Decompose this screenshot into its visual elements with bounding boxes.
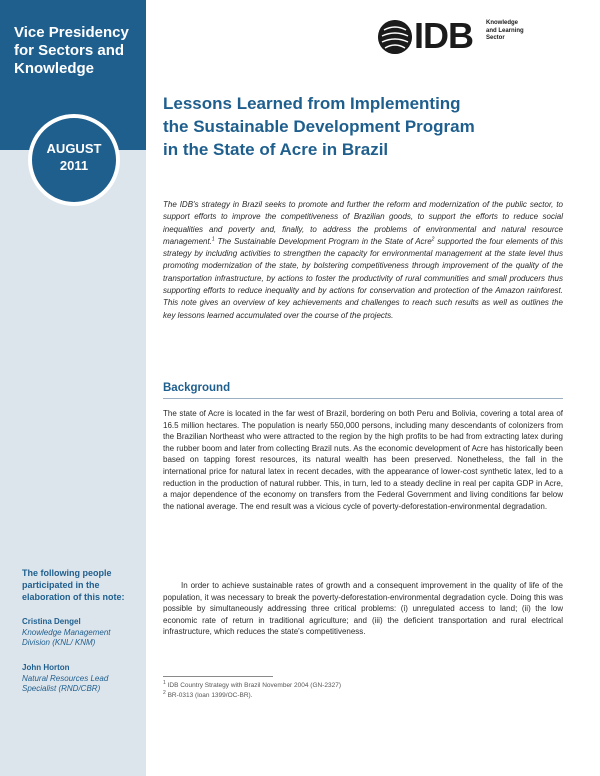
contributor-role: Knowledge Management Division (KNL/ KNM) [22,627,111,647]
contributors-heading: The following people participated in the elaboration of this note: [22,568,125,602]
footnote [163,681,563,690]
contributor [22,663,140,695]
sidebar [0,0,146,776]
body-paragraph: In order to achieve sustainable rates of growth and a consequent improvement in the quality of life of the population, it was necessary to break the poverty-deforestation-environmental degradation cycle. Doing this was possible by simultaneously addressing three critical problems: (i) unregulated access to land; (ii) the low economic rate of return in traditional agriculture; and (iii) the deficient transportation and rural electrical infrastructure, which reduces the state's competitiveness. [163,581,563,637]
vp-line: for Sectors and [14,42,125,59]
footnote-ref: 2 [431,236,435,243]
vice-presidency-label [14,24,142,78]
contributor [22,617,140,649]
date-badge [28,114,120,206]
date-year: 2011 [59,158,89,173]
footnote-number: 1 [163,679,166,686]
background-heading: Background [163,382,231,394]
vp-line: Vice Presidency [14,24,129,41]
footnote [163,691,563,700]
document-title [163,92,563,161]
title-line: the Sustainable Development Program [163,117,475,136]
logo-wordmark: IDB [414,15,473,56]
footnote-text: IDB Country Strategy with Brazil November 2004 (GN-2327) [167,682,341,689]
date-month: AUGUST [46,141,102,156]
contributor-role: Natural Resources Lead Specialist (RND/CBR) [22,673,109,693]
logo-subtitle [486,20,536,43]
logo-subtitle-line: Knowledge [486,20,519,26]
footnote-ref: 1 [211,236,215,243]
contributor-name: Cristina Dengel [22,617,81,626]
contributor-name: John Horton [22,663,70,672]
section-divider [163,398,563,399]
title-line: in the State of Acre in Brazil [163,140,389,159]
globe-icon [378,20,412,54]
logo-subtitle-line: and Learning [486,27,524,34]
footnote-divider [163,676,273,677]
body-paragraph: The state of Acre is located in the far west of Brazil, bordering on both Peru and Bolivia, covering a total area of 16.5 million hectares. The population is nearly 550,000 persons, including many descendants of colonizers from the Brazilian Northeast who were attracted to the region by the high profits to be had from extracting latex during the rubber boom and later from collecting Brazil nuts. As the economic development of Acre has historically been based on tapping forest resources, its natural wealth has been preserved. Nonetheless, the fall in the international price for natural latex in recent decades, with the appearance of lower-cost synthetic latex, led to a reduction in the production of natural rubber. This, in turn, led to a steady decline in real per capita GDP in Acre, a major dependence of the economy on transfers from the Federal Government and living conditions far below the national average. The end result was a vicious cycle of poverty-deforestation-environmental degradation. [163,409,563,511]
abstract-text: supported the four elements of this strategy by including activities to strengthen the capacity for environmental management at the state level thus promoting modernization of the state, by bolstering competitiveness through improvement of the quality of the transportation infrastructure, by actions to foster the productivity of rural communities and small producers thus supporting efforts to reduce inequality and by actions for conservation and protection of the Amazon rainforest. This note gives an overview of key achievements and challenges to reach such results as well as outlines the key lessons learned accumulated over the course of the projects. [163,236,563,320]
title-line: Lessons Learned from Implementing [163,94,461,113]
abstract-text: The Sustainable Development Program in the State of Acre [214,236,432,246]
footnote-number: 2 [163,689,166,696]
idb-logo [378,15,538,58]
logo-subtitle-line: Sector [486,35,505,41]
vp-line: Knowledge [14,60,95,77]
abstract [163,199,563,322]
abstract-text: The IDB's strategy in Brazil seeks to promote and further the reform and modernization of the public sector, to support efforts to improve the competitiveness of Brazilian goods, to support the efforts to reduce social inequalities and poverty and, finally, to address the problems of environmental and natural resource management. [163,200,563,246]
footnote-text: BR-0313 (loan 1399/OC-BR). [167,692,253,699]
